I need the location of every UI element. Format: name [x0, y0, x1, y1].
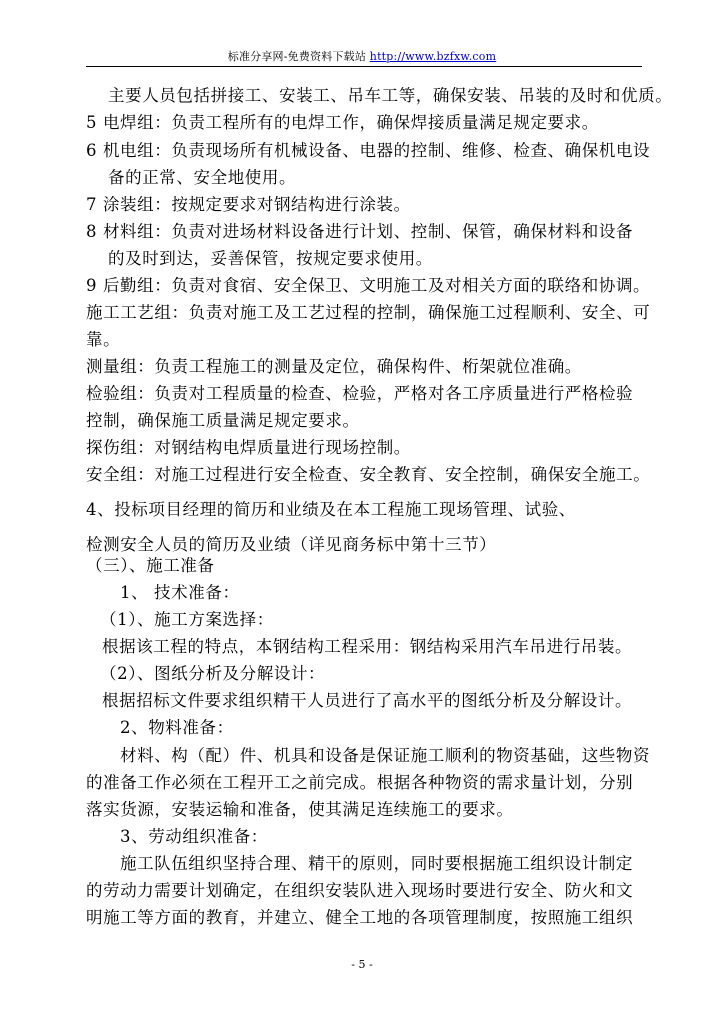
text-line: 检验组：负责对工程质量的检查、检验，严格对各工序质量进行严格检验 [86, 384, 634, 403]
subsection-heading: 1、 技术准备： [120, 583, 240, 602]
text-line: 8 材料组：负责对进场材料设备进行计划、控制、保管，确保材料和设备 [86, 222, 634, 241]
text-line: 主要人员包括拼接工、安装工、吊车工等，确保安装、吊装的及时和优质。 [108, 86, 673, 105]
text-line: 7 涂装组：按规定要求对钢结构进行涂装。 [86, 195, 411, 214]
text-line: 靠。 [86, 330, 121, 349]
header-url-link[interactable]: http://www.bzfxw.com [369, 50, 497, 63]
header-divider [86, 66, 642, 67]
subsection-heading: 3、劳动组织准备： [120, 827, 268, 846]
subsection-heading: 2、物料准备： [120, 718, 234, 737]
text-line: 的准备工作必须在工程开工之前完成。根据各种物资的需求量计划，分别 [86, 773, 634, 792]
text-line: 安全组：对施工过程进行安全检查、安全教育、安全控制，确保安全施工。 [86, 465, 651, 484]
text-line: 5 电焊组：负责工程所有的电焊工作，确保焊接质量满足规定要求。 [86, 113, 599, 132]
text-line: 施工工艺组：负责对施工及工艺过程的控制，确保施工过程顺利、安全、可 [86, 303, 651, 322]
text-line: 明施工等方面的教育，并建立、健全工地的各项管理制度，按照施工组织 [86, 908, 634, 927]
text-line: 的及时到达，妥善保管，按规定要求使用。 [108, 249, 433, 268]
text-line: 落实货源，安装运输和准备，使其满足连续施工的要求。 [86, 800, 514, 819]
text-line: 6 机电组：负责现场所有机械设备、电器的控制、维修、检查、确保机电设 [86, 141, 651, 160]
section-heading: 4、投标项目经理的简历和业绩及在本工程施工现场管理、试验、 [86, 500, 576, 519]
text-line: 材料、构（配）件、机具和设备是保证施工顺利的物资基础，这些物资 [120, 746, 651, 765]
text-line: 根据招标文件要求组织精干人员进行了高水平的图纸分析及分解设计。 [102, 691, 633, 710]
page-header [0, 48, 724, 64]
page-number: - 5 - [351, 958, 373, 971]
text-line: 控制，确保施工质量满足规定要求。 [86, 411, 360, 430]
text-line: 测量组：负责工程施工的测量及定位，确保构件、桁架就位准确。 [86, 357, 582, 376]
text-line: 探伤组：对钢结构电焊质量进行现场控制。 [86, 438, 411, 457]
text-line: 的劳动力需要计划确定，在组织安装队进入现场时要进行安全、防火和文 [86, 881, 634, 900]
text-line: 9 后勤组：负责对食宿、安全保卫、文明施工及对相关方面的联络和协调。 [86, 276, 651, 295]
subsection-heading: （1）、施工方案选择： [100, 610, 274, 629]
header-site-text: 标准分享网-免费资料下载站 [227, 50, 367, 63]
section-heading: （三）、施工准备 [86, 556, 215, 575]
text-line: 施工队伍组织坚持合理、精干的原则，同时要根据施工组织设计制定 [120, 854, 633, 873]
text-line: 备的正常、安全地使用。 [108, 168, 297, 187]
section-heading: 检测安全人员的简历及业绩（详见商务标中第十三节） [86, 535, 497, 554]
subsection-heading: （2）、图纸分析及分解设计： [100, 664, 326, 683]
text-line: 根据该工程的特点，本钢结构工程采用：钢结构采用汽车吊进行吊装。 [102, 637, 633, 656]
